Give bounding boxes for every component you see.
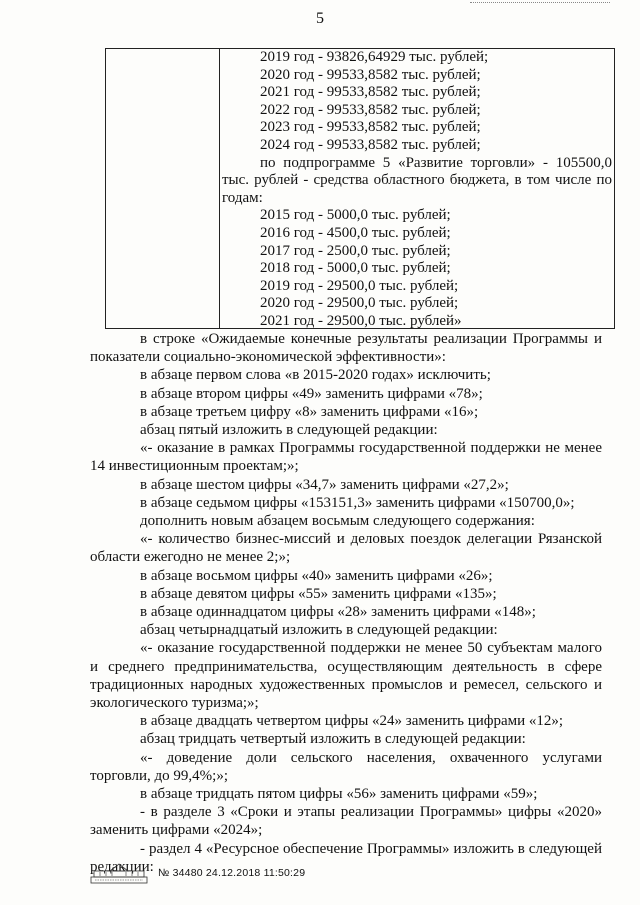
body-line: в абзаце втором цифры «49» заменить цифрами «78»; (140, 385, 483, 402)
resource-table (105, 48, 615, 329)
body-line: абзац четырнадцатый изложить в следующей редакции: (140, 622, 498, 639)
footer (90, 862, 490, 884)
body-line: в абзаце тридцать пятом цифры «56» заменить цифрами «59»; (140, 786, 538, 803)
table-line: 2023 год - 99533,8582 тыс. рублей; (260, 119, 481, 136)
body-line: и среднего предпринимательства, осуществляющим деятельность в сфере (90, 658, 602, 675)
table-line: 2015 год - 5000,0 тыс. рублей; (260, 207, 451, 224)
body-line: «- оказание государственной поддержки не менее 50 субъектам малого (140, 640, 602, 657)
body-line: редакции: (90, 858, 154, 875)
scan-artifact (470, 2, 610, 7)
body-line: в абзаце седьмом цифры «153151,3» заменить цифрами «150700,0»; (140, 494, 575, 511)
table-line: по подпрограмме 5 «Развитие торговли» - 105500,0 (260, 154, 612, 171)
table-right-cell (220, 49, 614, 331)
body-line: в абзаце двадцать четвертом цифры «24» заменить цифрами «12»; (140, 713, 564, 730)
table-line: 2019 год - 93826,64929 тыс. рублей; (260, 49, 489, 65)
table-line: 2020 год - 99533,8582 тыс. рублей; (260, 66, 481, 83)
body-line: «- количество бизнес-миссий и деловых поездок делегации Рязанской (140, 531, 602, 548)
document-registration-number: № 34480 24.12.2018 11:50:29 (158, 867, 306, 879)
page-number: 5 (316, 10, 324, 27)
body-line: «- оказание в рамках Программы государственной поддержки не менее (140, 440, 602, 457)
body-line: в абзаце девятом цифры «55» заменить цифрами «135»; (140, 585, 497, 602)
table-line: 2021 год - 99533,8582 тыс. рублей; (260, 84, 481, 101)
body-line: традиционных народных художественных промыслов и ремесел, сельского и (90, 676, 602, 693)
table-line: 2017 год - 2500,0 тыс. рублей; (260, 242, 451, 259)
body-line: в строке «Ожидаемые конечные результаты реализации Программы и (140, 331, 602, 347)
body-line: области ежегодно не менее 2;»; (90, 549, 291, 566)
body-line: в абзаце одиннадцатом цифры «28» заменить цифрами «148»; (140, 604, 536, 621)
table-line: 2018 год - 5000,0 тыс. рублей; (260, 260, 451, 277)
body-line: торговли, до 99,4%;»; (90, 767, 228, 784)
body-line: экологического туризма;»; (90, 695, 259, 712)
body-line: дополнить новым абзацем восьмым следующего содержания: (140, 513, 535, 530)
body-line: абзац пятый изложить в следующей редакции: (140, 422, 438, 439)
body-line: - в разделе 3 «Сроки и этапы реализации Программы» цифры «2020» (140, 804, 602, 821)
body-line: заменить цифрами «2024»; (90, 822, 263, 839)
body-line: «- доведение доли сельского населения, охваченного услугами (140, 749, 602, 766)
body-line: в абзаце третьем цифру «8» заменить цифрами «16»; (140, 403, 479, 420)
table-line: 2019 год - 29500,0 тыс. рублей; (260, 277, 459, 294)
body-line: показатели социально-экономической эффективности»: (90, 349, 446, 366)
body-line: в абзаце шестом цифры «34,7» заменить цифрами «27,2»; (140, 476, 509, 493)
table-line: 2021 год - 29500,0 тыс. рублей» (260, 312, 462, 329)
table-line: 2016 год - 4500,0 тыс. рублей; (260, 224, 451, 241)
table-line: 2020 год - 29500,0 тыс. рублей; (260, 295, 459, 312)
table-line: 2022 год - 99533,8582 тыс. рублей; (260, 101, 481, 118)
table-line: годам: (222, 189, 263, 206)
body-line: в абзаце первом слова «в 2015-2020 годах» исключить; (140, 367, 491, 384)
table-left-cell (106, 49, 220, 328)
registry-stamp-icon (90, 862, 148, 884)
body-line: - раздел 4 «Ресурсное обеспечение Программы» изложить в следующей (140, 840, 602, 857)
body-line: абзац тридцать четвертый изложить в следующей редакции: (140, 731, 526, 748)
table-line: тыс. рублей - средства областного бюджета, в том числе по (222, 172, 612, 189)
body-line: в абзаце восьмом цифры «40» заменить цифрами «26»; (140, 567, 493, 584)
document-body (90, 330, 602, 876)
table-line: 2024 год - 99533,8582 тыс. рублей; (260, 136, 481, 153)
body-line: 14 инвестиционным проектам;»; (90, 458, 299, 475)
